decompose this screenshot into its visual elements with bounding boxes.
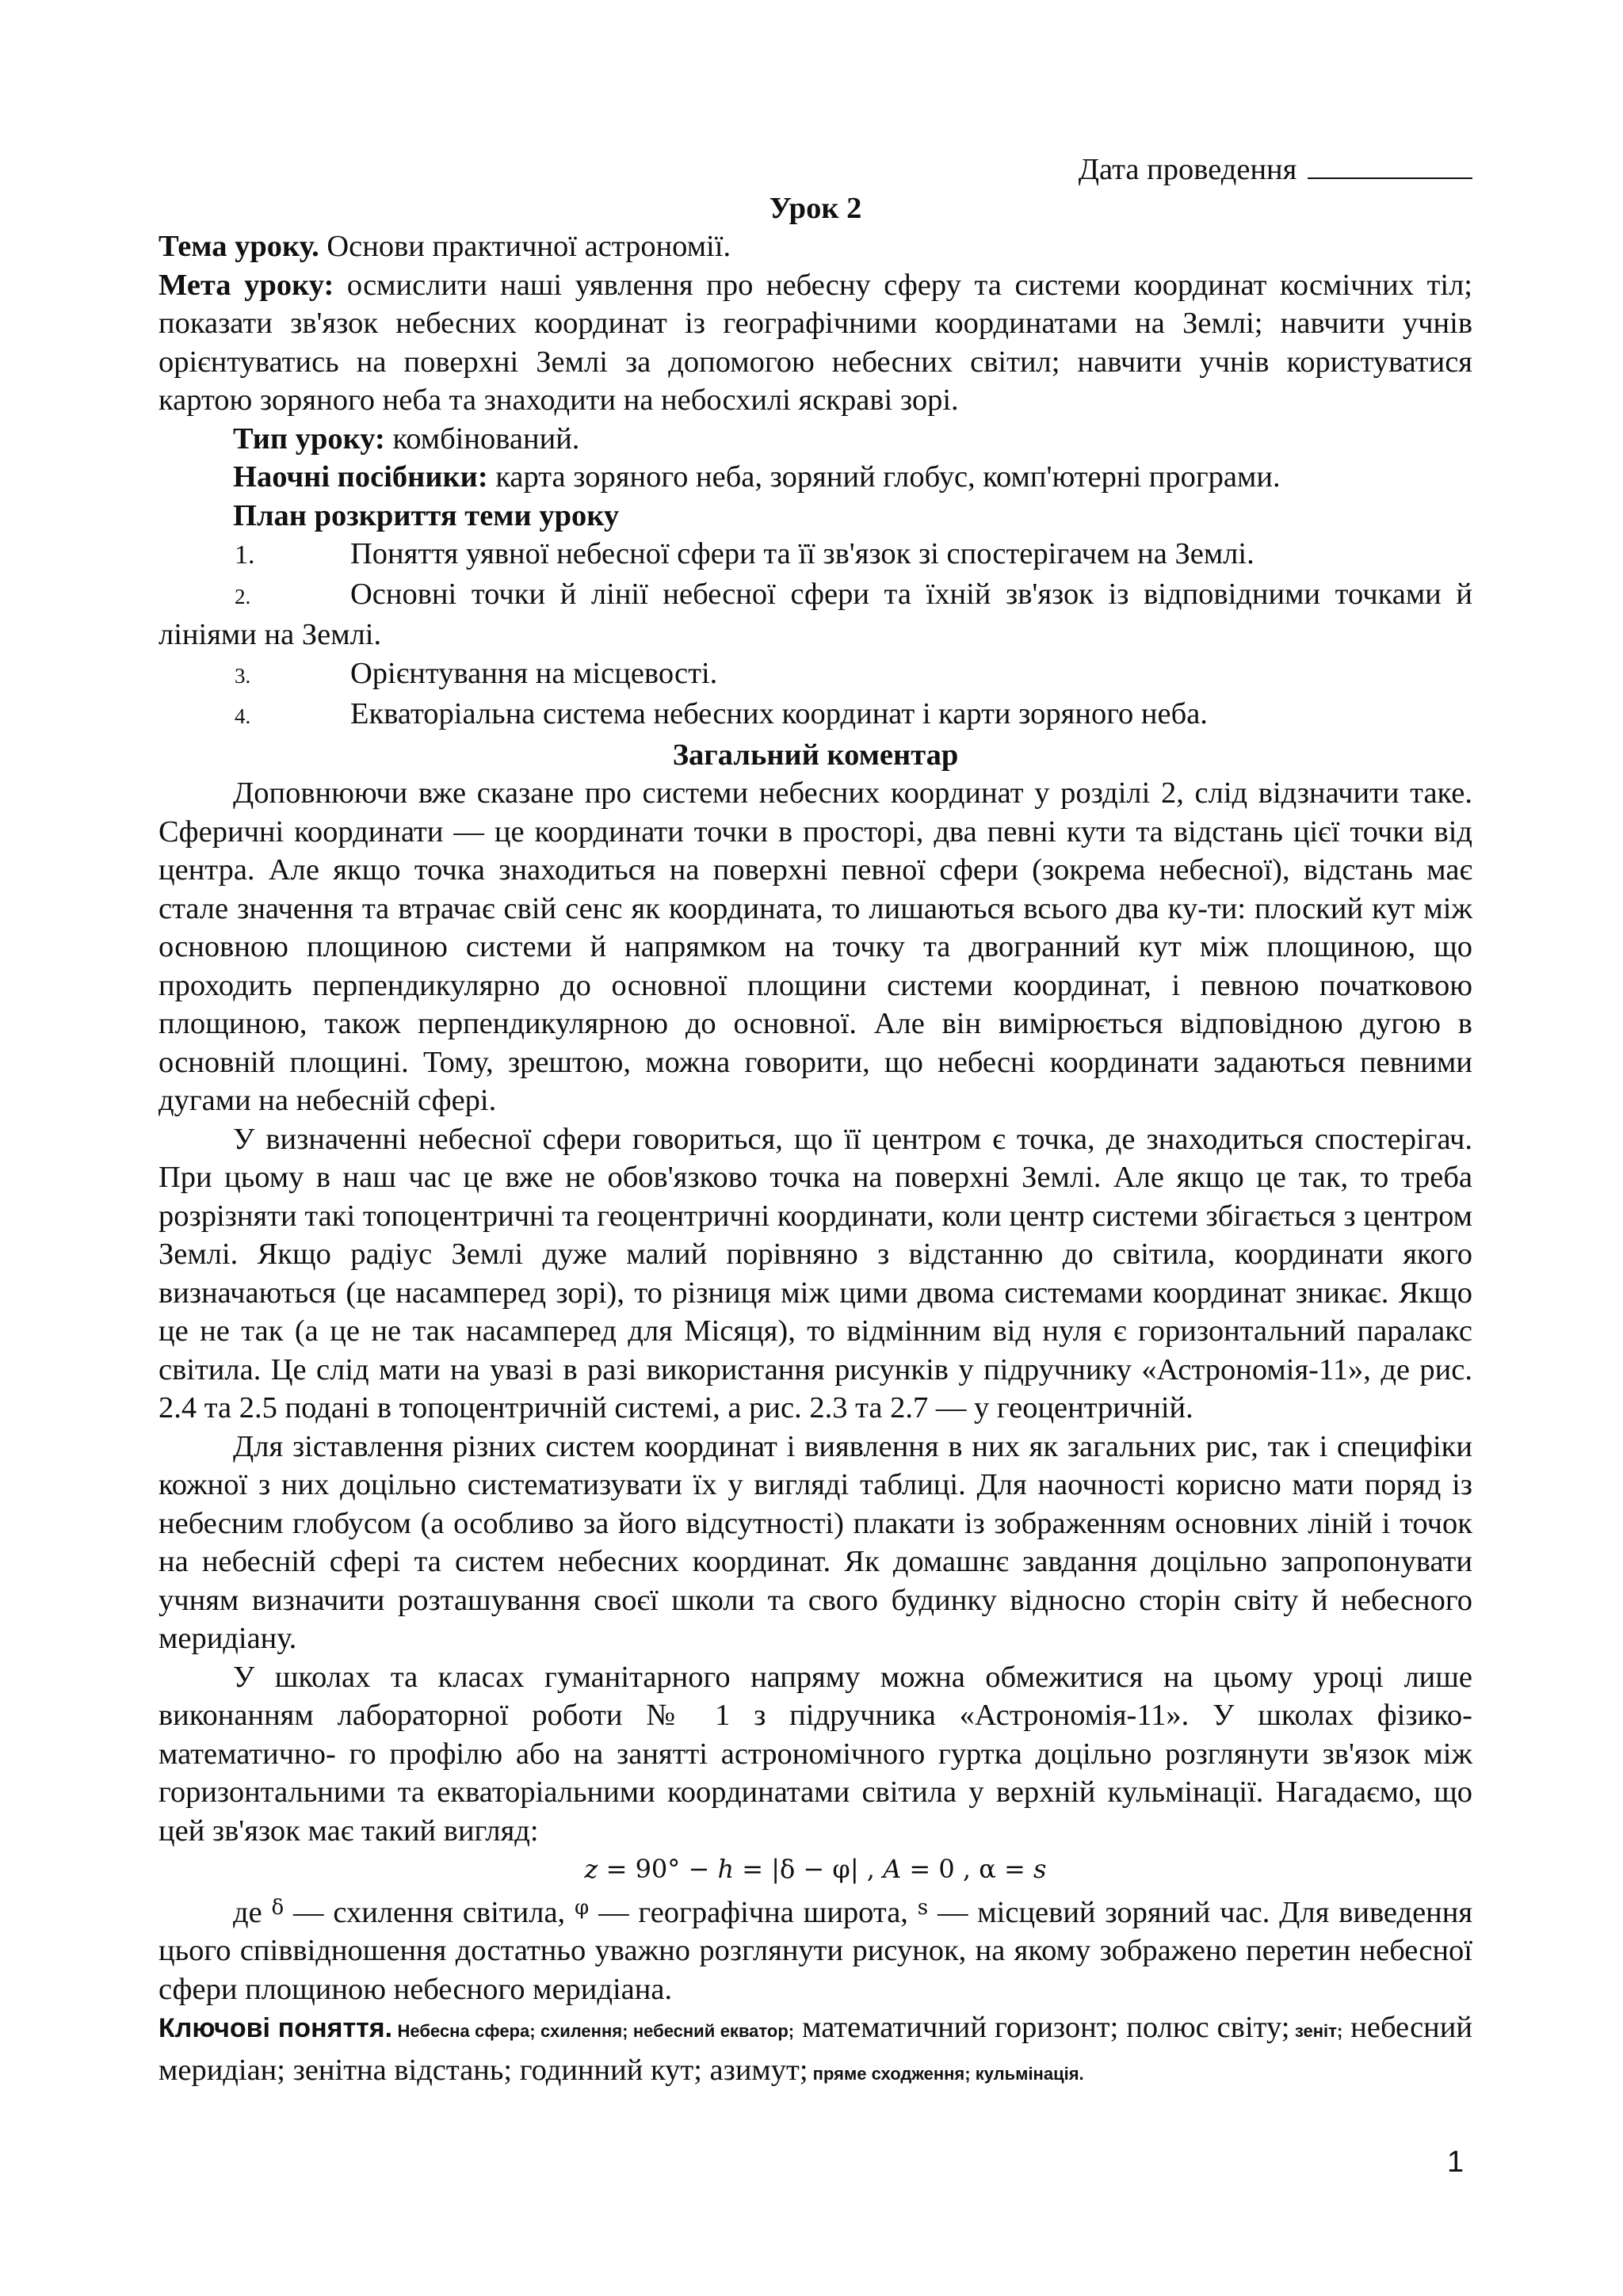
commentary-title: Загальний коментар: [672, 738, 959, 772]
goal-label: Мета уроку:: [158, 268, 334, 302]
key-concepts-label: Ключові поняття.: [158, 2013, 393, 2043]
formula: [158, 1850, 1472, 1889]
de-word: де: [233, 1895, 262, 1929]
p5-text-2: — географічна широта,: [598, 1895, 908, 1929]
formula-part: = 90° −: [598, 1854, 718, 1884]
plan-heading: [158, 497, 1472, 536]
plan-label: План розкриття теми уроку: [233, 498, 620, 532]
s-symbol: s: [917, 1895, 929, 1920]
topic-line: [158, 227, 1472, 266]
aids-label: Наочні посібники:: [233, 460, 488, 494]
key-concepts: [158, 2008, 1472, 2093]
p5-text-3: — місцевий зоряний час. Для виведення цього співвідношення достатньо уважно розглянути рисунок, на якому зображено перетин небесної сфери площиною небесного меридіана.: [158, 1895, 1473, 2006]
delta-symbol: δ: [271, 1895, 285, 1920]
commentary-paragraph-2: У визначенні небесної сфери говориться, що її центром є точка, де знаходиться спостерігач. При цьому в наш час це вже не обов'язково точка на поверхні Землі. Але якщо це так, то треба розрізняти такі топоцентричні та геоцентричні координати, коли центр системи збігається з центром Землі. Якщо радіус Землі дуже малий порівняно з відстанню до світила, координати якого визначаються (це насамперед зорі), то різниця між цими двома системами координат зникає. Якщо це не так (а це не так насамперед для Місяця), то відмінним від нуля є горизонтальний паралакс світила. Це слід мати на увазі в разі використання рисунків у підручнику «Астрономія-11», де рис. 2.4 та 2.5 подані в топоцентричній системі, а рис. 2.3 та 2.7 — у геоцентричній.: [158, 1122, 1472, 1425]
topic-text: Основи практичної астрономії.: [319, 230, 731, 263]
p5-text-1: — схилення світила,: [293, 1895, 566, 1929]
date-label: Дата проведення: [1078, 153, 1297, 186]
page-number: 1: [1447, 2145, 1465, 2179]
key-concepts-small-1: Небесна сфера; схилення; небесний екватор;: [392, 2021, 795, 2041]
plan-item-1: [158, 535, 1472, 575]
key-concepts-text-2: небесний меридіан; зенітна відстань; годинний кут; азимут;: [158, 2011, 1472, 2087]
formula-part: = |δ − φ| ,: [734, 1854, 884, 1884]
aids-text: карта зоряного неба, зоряний глобус, комп'ютерні програми.: [487, 460, 1281, 494]
key-concepts-small-2: зеніт;: [1289, 2021, 1343, 2041]
plan-item-number: 4.: [235, 704, 251, 728]
commentary-paragraph-1: Доповнюючи вже сказане про системи небесних координат у розділі 2, слід відзначити таке. Сферичні координати — це координати точки в просторі, два певні кути та відстань цієї точки від центра. Але якщо точка знаходиться на поверхні певної сфери (зокрема небесної), відстань має стале значення та втрачає свій сенс як координата, то лишаються всього два ку-ти: плоский кут між основною площиною системи й напрямком на точку та двогранний кут між площиною, що проходить перпендикулярно до основної площини системи координат, і певною початковою площиною, також перпендикулярною до основної. Але він вимірюється відповідною дугою в основній площині. Тому, зрештою, можна говорити, що небесні координати задаються певними дугами на небесній сфері.: [158, 776, 1472, 1117]
plan-item-text: Основні точки й лінії небесної сфери та їхній зв'язок із відповідними точками й лініями на Землі.: [158, 577, 1472, 651]
commentary-paragraph-4: У школах та класах гуманітарного напряму можна обмежитися на цьому уроці лише виконанням лабораторної роботи № 1 з підручника «Астрономія-11». У школах фізико-математично- го профілю або на занятті астрономічного гуртка доцільно розглянути зв'язок між горизонтальними та екваторіальними координатами світила у верхній кульмінації. Нагадаємо, що цей зв'язок має такий вигляд:: [158, 1660, 1472, 1848]
topic-label: Тема уроку.: [158, 230, 319, 263]
date-row: [158, 151, 1472, 189]
plan-item-text: Орієнтування на місцевості.: [350, 656, 718, 690]
type-text: комбінований.: [384, 421, 580, 456]
goal-paragraph: [158, 266, 1472, 420]
formula-a: A: [883, 1854, 902, 1884]
phi-symbol: φ: [575, 1895, 590, 1920]
goal-text: осмислити наші уявлення про небесну сферу та системи координат космічних тіл; показати зв'язок небесних координат із географічними координатами на Землі; навчити учнів орієнтуватись на поверхні Землі за допомогою небесних світил; навчити учнів користуватися картою зоряного неба та знаходити на небосхилі яскраві зорі.: [158, 268, 1472, 417]
lesson-title: Урок 2: [769, 191, 862, 225]
formula-z: z: [584, 1854, 598, 1884]
plan-item-number: 2.: [235, 584, 251, 608]
plan-item-number: 3.: [235, 663, 251, 688]
lesson-content: [158, 151, 1472, 2093]
plan-item-text: Поняття уявної небесної сфери та її зв'язок зі спостерігачем на Землі.: [350, 537, 1254, 570]
type-label: Тип уроку:: [233, 421, 385, 456]
formula-h: h: [717, 1854, 735, 1884]
aids-line: [158, 458, 1472, 497]
date-blank-line: [1308, 154, 1472, 179]
plan-item-number: 1.: [235, 540, 255, 570]
plan-item-2: [158, 575, 1472, 654]
plan-item-3: [158, 654, 1472, 696]
key-concepts-small-3: пряме сходження; кульмінація.: [808, 2063, 1084, 2084]
formula-s: s: [1033, 1854, 1047, 1884]
plan-item-text: Екваторіальна система небесних координат і карти зоряного неба.: [350, 697, 1208, 730]
commentary-paragraph-5: [158, 1889, 1472, 2009]
commentary-paragraph-3: Для зіставлення різних систем координат і виявлення в них як загальних рис, так і специфіки кожної з них доцільно систематизувати їх у вигляді таблиці. Для наочності корисно мати поряд із небесним глобусом (а особливо за його відсутності) плакати із зображенням основних ліній і точок на небесній сфері та систем небесних координат. Як домашнє завдання доцільно запропонувати учням визначити розташування своєї школи та свого будинку відносно сторін світу й небесного меридіану.: [158, 1429, 1472, 1655]
plan-item-4: [158, 695, 1472, 736]
key-concepts-text-1: математичний горизонт; полюс світу;: [794, 2011, 1290, 2044]
formula-part: = 0 , α =: [901, 1854, 1034, 1884]
type-line: [158, 420, 1472, 459]
